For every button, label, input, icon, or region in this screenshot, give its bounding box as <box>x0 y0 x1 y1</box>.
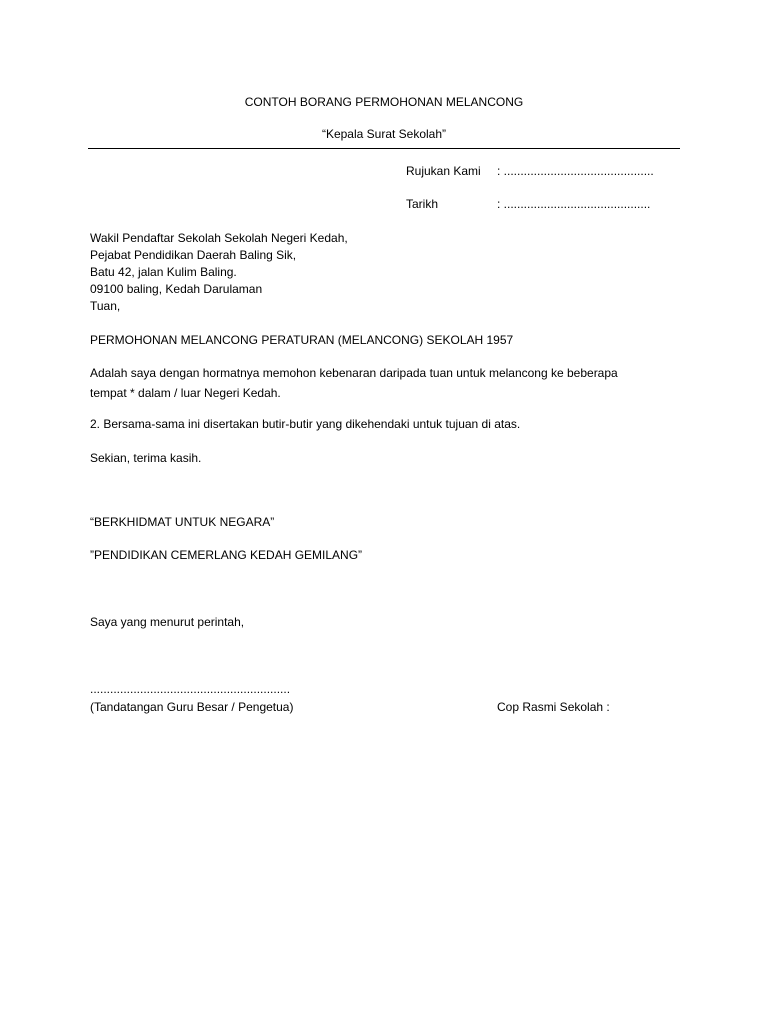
closing-line: Sekian, terima kasih. <box>90 451 202 465</box>
address-line: Batu 42, jalan Kulim Baling. <box>90 265 237 279</box>
address-line: Pejabat Pendidikan Daerah Baling Sik, <box>90 248 297 262</box>
reference-value: : ............................................. <box>497 164 654 178</box>
paragraph-2: 2. Bersama-sama ini disertakan butir-butir yang dikehendaki untuk tujuan di atas. <box>90 417 521 431</box>
address-line: Wakil Pendaftar Sekolah Sekolah Negeri Kedah, <box>90 231 348 245</box>
header-divider <box>88 148 680 149</box>
paragraph-1 <box>90 363 690 403</box>
date-label: Tarikh <box>406 197 439 211</box>
document-title: CONTOH BORANG PERMOHONAN MELANCONG <box>244 95 524 109</box>
official-stamp-label: Cop Rasmi Sekolah : <box>497 700 610 714</box>
paragraph-1-line-2: tempat * dalam / luar Negeri Kedah. <box>90 386 281 400</box>
date-value: : ............................................ <box>497 197 651 211</box>
motto-2: ”PENDIDIKAN CEMERLANG KEDAH GEMILANG” <box>90 548 363 562</box>
letter-subject: PERMOHONAN MELANCONG PERATURAN (MELANCONG) SEKOLAH 1957 <box>90 333 514 347</box>
letterhead-placeholder: “Kepala Surat Sekolah” <box>321 127 447 141</box>
reference-label: Rujukan Kami <box>406 164 481 178</box>
salutation: Tuan, <box>90 299 121 313</box>
signature-caption: (Tandatangan Guru Besar / Pengetua) <box>90 700 294 714</box>
signature-line: ............................................................ <box>90 682 291 696</box>
paragraph-1-line-1: Adalah saya dengan hormatnya memohon kebenaran daripada tuan untuk melancong ke beberapa <box>90 366 618 380</box>
recipient-address <box>90 230 348 315</box>
sign-off: Saya yang menurut perintah, <box>90 615 245 629</box>
address-line: 09100 baling, Kedah Darulaman <box>90 282 263 296</box>
motto-1: “BERKHIDMAT UNTUK NEGARA” <box>90 515 275 529</box>
